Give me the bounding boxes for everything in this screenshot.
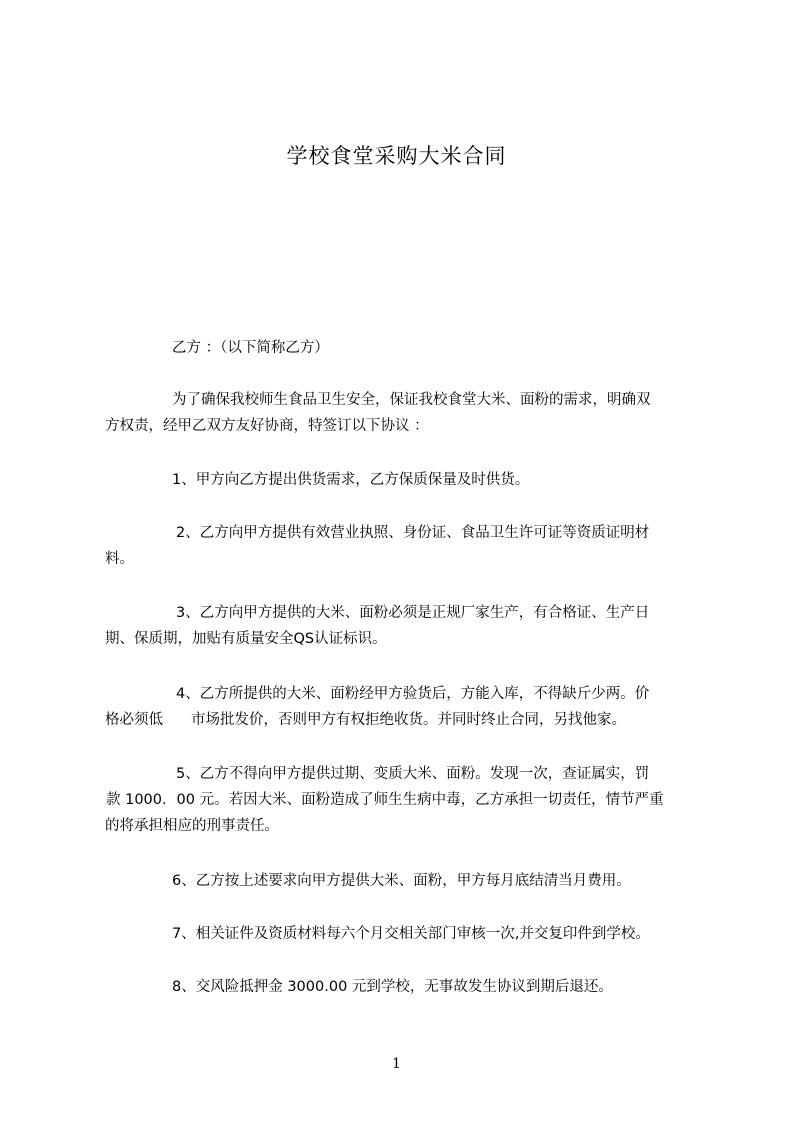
document-title: 学校食堂采购大米合同 [286,144,507,168]
clause-3-line-1: 3、乙方向甲方提供的大米、面粉必须是正规厂家生产，有合格证、生产日 [176,605,650,621]
clause-2-line-1: 2、乙方向甲方提供有效营业执照、身份证、食品卫生许可证等资质证明材 [176,525,650,541]
clause-2-line-2: 料。 [105,551,134,567]
clause-6-line-1: 6、乙方按上述要求向甲方提供大米、面粉，甲方每月底结清当月费用。 [172,873,631,889]
clause-3-line-2: 期、保质期，加贴有质量安全QS认证标识。 [105,631,387,647]
intro-line-1: 为了确保我校师生食品卫生安全，保证我校食堂大米、面粉的需求，明确双 [172,392,651,408]
clause-1-line-1: 1、甲方向乙方提出供货需求，乙方保质保量及时供货。 [172,472,530,488]
clause-5-line-3: 的将承担相应的刑事责任。 [105,818,279,834]
page-number: 1 [392,1056,401,1072]
party-b-line: 乙方 ：（以下简称乙方） [172,340,329,356]
clause-7-line-1: 7、相关证件及资质材料每六个月交相关部门审核一次,并交复印件到学校。 [172,926,650,942]
clause-4-line-2a: 格必须低 [105,712,163,728]
clause-4-line-2b: 市场批发价，否则甲方有权拒绝收货。并同时终止合同，另找他家。 [191,712,626,728]
clause-5-line-1: 5、乙方不得向甲方提供过期、变质大米、面粉。发现一次，查证属实，罚 [176,766,650,782]
clause-5-line-2: 款 1000．00 元。若因大米、面粉造成了师生生病中毒，乙方承担一切责任，情节严重 [106,792,664,808]
intro-line-2: 方权责，经甲乙双方友好协商，特签订以下协议 ： [105,418,429,434]
clause-8-line-1: 8、交风险抵押金 3000.00 元到学校，无事故发生协议到期后退还。 [172,979,613,995]
clause-4-line-1: 4、乙方所提供的大米、面粉经甲方验货后，方能入库，不得缺斤少两。价 [176,686,650,702]
